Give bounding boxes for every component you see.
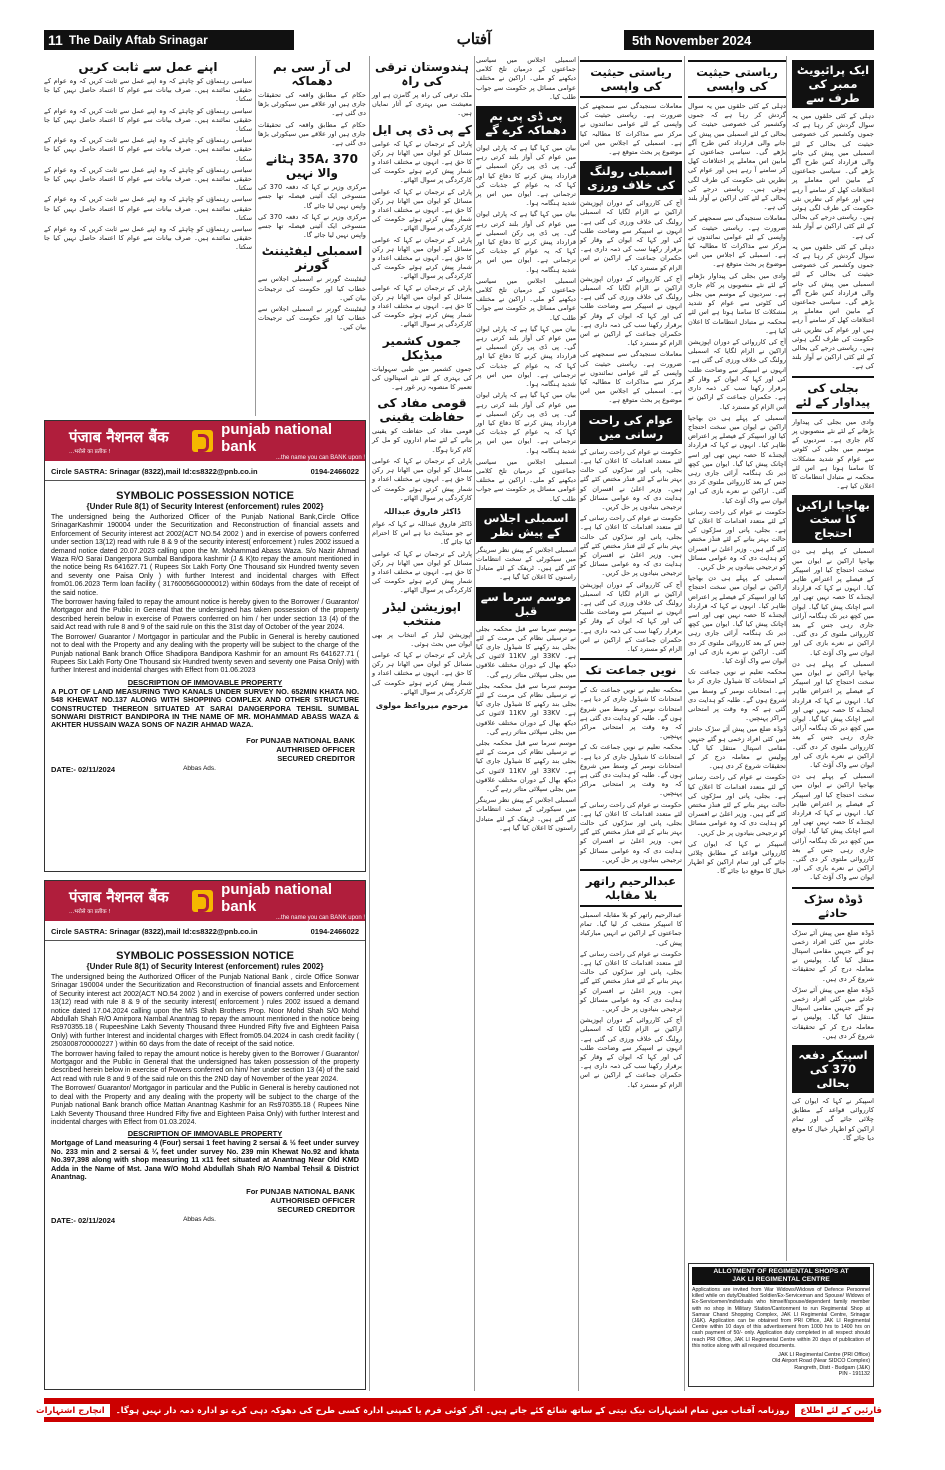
article-text: دہلی کے کئی حلقوں میں یہ سوال گردش کر رہا ہے کہ جموں وکشمیر کی خصوصی حیثیت کی بحالی کے لئے اسمبلی میں پیش کی جانے والی قرارداد کس طرح آگے بڑھے گی۔ سیاسی جماعتوں کے مابین اس معاملے پر اختلافات کھل کر سامنے آ رہے ہیں اور عوام کی نظریں نئی حکومت کی طرف لگی ہوئی ہیں۔ ریاستی درجے کی بحالی کے لئے کئی اراکین نے آواز بلند کی ہے۔ — [792, 242, 874, 371]
article-text: موسم سرما سے قبل محکمہ بجلی نے ترسیلی نظام کی مرمت کے لئے بجلی بند رکھنے کا شیڈول جاری کیا ہے۔ 33KV اور 11KV لائنوں کی دیکھ بھال کے دوران مختلف علاقوں میں بجلی سپلائی متاثر رہے گی۔ — [476, 624, 576, 679]
ad-title: ALLOTMENT OF REGIMENTAL SHOPS AT JAK LI REGIMENTAL CENTRE — [692, 1267, 870, 1285]
article-text: پارٹی کے ترجمان نے کہا کہ عوامی مسائل کو ایوان میں اٹھانا ہر رکن کا حق ہے۔ انہوں نے مختلف اعداد و شمار پیش کرتے ہوئے حکومت کی کارکردگی پر سوال اٹھائے۔ — [372, 283, 472, 329]
article-text: حکومت نے عوام کی راحت رسانی کے لئے متعدد اقدامات کا اعلان کیا ہے۔ بجلی، پانی اور سڑکوں کی حالت بہتر بنانے کے لئے فنڈز مختص کئے گئے ہیں۔ وزیر اعلیٰ نے افسران کو ہدایت دی کہ وہ عوامی مسائل کو ترجیحی بنیادوں پر حل کریں۔ — [580, 447, 682, 511]
notice-subtitle: {Under Rule 8(1) of Security Interest (enforcement) rules 2002} — [86, 502, 324, 511]
article-text: ڈوڈہ ضلع میں پیش آئے سڑک حادثے میں کئی افراد زخمی ہو گئے جنہیں مقامی اسپتال منتقل کیا گیا۔ پولیس نے معاملہ درج کر کے تحقیقات شروع کر دی ہیں۔ — [688, 725, 786, 771]
article-text: حکومت نے عوام کی راحت رسانی کے لئے متعدد اقدامات کا اعلان کیا ہے۔ بجلی، پانی اور سڑکوں کی حالت بہتر بنانے کے لئے فنڈز مختص کئے گئے ہیں۔ وزیر اعلیٰ نے افسران کو ہدایت دی کہ وہ عوامی مسائل کو ترجیحی بنیادوں پر حل کریں۔ — [688, 507, 786, 571]
headline: کے پی ڈی پی ایل — [372, 122, 472, 137]
article-text: وادی میں بجلی کی پیداوار بڑھانے کے لئے نئے منصوبوں پر کام جاری ہے۔ سردیوں کے موسم میں بجلی کی کٹوتی سے عوام کو شدید مشکلات کا سامنا ہوتا ہے اس لئے محکمہ نے متبادل انتظامات کا اعلان کیا ہے۔ — [792, 417, 874, 491]
article-text: آج کی کارروائی کے دوران اپوزیشن اراکین نے الزام لگایا کہ اسمبلی رولنگ کی خلاف ورزی کی گئی ہے۔ انہوں نے اسپیکر سے وضاحت طلب کی اور کہا کہ ایوان کے وقار کو برقرار رکھنا سب کی ذمہ داری ہے۔ حکمران جماعت کے اراکین نے اس الزام کو مسترد کیا۔ — [688, 338, 786, 411]
pnb-logo-icon — [192, 890, 213, 912]
article-text: سیاسی رہنماؤں کو چاہئے کہ وہ اپنے عمل سے ثابت کریں کہ وہ عوام کے حقیقی نمائندے ہیں۔ صرف بیانات سے عوام کا اعتماد حاصل نہیں کیا جا سکتا۔ — [44, 165, 252, 193]
footer-text: روزنامہ آفتاب میں تمام اشتہارات نیک نیتی کے ساتھ شائع کئے جاتے ہیں۔ اگر کوئی فرم یا کمپنی ادارہ کسی طرح کی دھوکہ دہی کرے تو ادارہ ذمہ دار نہیں ہوگا۔ — [115, 1405, 790, 1416]
headline: لی آر سی بم دھماکہ — [272, 60, 352, 88]
property-description-title: DESCRIPTION OF IMMOVABLE PROPERTY — [127, 1129, 283, 1139]
notice-paragraph: The borrower having failed to repay the amount notice is hereby given to the Borrower / Guarantor/ Mortgagor and the Public in General that the undersigned has taken possession of the property described herein below in exercise of Powers conferred on him/ her under section 13 (4) of the said Act read with rule 8 and 9 of the said rule on this the 2ND day of November of the year 2024. — [51, 1050, 359, 1083]
notice-date: DATE:- 02/11/2024 — [51, 764, 116, 774]
headline: اسمبلی اجلاس کے پیش نظر — [476, 508, 576, 542]
article-text: اسمبلی اجلاس میں سیاسی جماعتوں کے درمیان تلخ کلامی دیکھنے کو ملی۔ اراکین نے مختلف عوامی مسائل پر حکومت سے جواب طلب کیا۔ — [476, 56, 576, 101]
article-text: معاملات سنجیدگی سے سمجھنے کی ضرورت ہے۔ ریاستی حیثیت کی واپسی کے لئے عوامی نمائندوں نے مرکز سے مذاکرات کا مطالبہ کیا ہے۔ اسمبلی کے اجلاس میں اس موضوع پر بحث متوقع ہے۔ — [688, 214, 786, 269]
circle-line — [45, 461, 365, 481]
article-text: سیاسی رہنماؤں کو چاہئے کہ وہ اپنے عمل سے ثابت کریں کہ وہ عوام کے حقیقی نمائندے ہیں۔ صرف بیانات سے عوام کا اعتماد حاصل نہیں کیا جا سکتا۔ — [44, 225, 252, 252]
article-text: محکمہ تعلیم نے نویں جماعت تک کے امتحانات کا شیڈول جاری کر دیا ہے۔ امتحانات نومبر کے وسط میں شروع ہوں گے۔ طلبہ کو ہدایت دی گئی ہے کہ وہ وقت پر امتحانی مراکز پہنچیں۔ — [580, 686, 682, 741]
article-text: مرکزی وزیر نے کہا کہ دفعہ 370 کی منسوخی ایک آئینی فیصلہ تھا جسے واپس نہیں لیا جائے گا۔ — [258, 212, 367, 240]
bank-name-hindi: पंजाब नैशनल बैंक ...भरोसे का प्रतीक ! — [69, 888, 169, 915]
column-1 — [792, 56, 874, 1256]
article-text: معاملات سنجیدگی سے سمجھنے کی ضرورت ہے۔ ریاستی حیثیت کی واپسی کے لئے عوامی نمائندوں نے مرکز سے مذاکرات کا مطالبہ کیا ہے۔ اسمبلی کے اجلاس میں اس موضوع پر بحث متوقع ہے۔ — [580, 350, 682, 405]
article-text: محکمہ تعلیم نے نویں جماعت تک کے امتحانات کا شیڈول جاری کر دیا ہے۔ امتحانات نومبر کے وسط میں شروع ہوں گے۔ طلبہ کو ہدایت دی گئی ہے کہ وہ وقت پر امتحانی مراکز پہنچیں۔ — [688, 668, 786, 723]
circle-line — [45, 921, 365, 941]
circle-office: Circle SASTRA: Srinagar (8322),mail Id:cs8322@pnb.co.in — [51, 927, 258, 936]
notice-footer — [45, 763, 365, 779]
pnb-notice-1 — [44, 420, 366, 872]
article-text: حکومت نے عوام کی راحت رسانی کے لئے متعدد اقدامات کا اعلان کیا ہے۔ بجلی، پانی اور سڑکوں کی حالت بہتر بنانے کے لئے فنڈز مختص کئے گئے ہیں۔ وزیر اعلیٰ نے افسران کو ہدایت دی کہ وہ عوامی مسائل کو ترجیحی بنیادوں پر حل کریں۔ — [580, 949, 682, 1014]
article-text: پارٹی کے ترجمان نے کہا کہ عوامی مسائل کو ایوان میں اٹھانا ہر رکن کا حق ہے۔ انہوں نے مختلف اعداد و شمار پیش کرتے ہوئے حکومت کی کارکردگی پر سوال اٹھائے۔ — [372, 456, 472, 502]
headline: پی ڈی پی بم دھماکہ کرے گے — [476, 106, 576, 140]
article-text: قومی مفاد کی حفاظت کو یقینی بنانے کے لئے تمام اداروں کو مل کر کام کرنا ہوگا۔ — [372, 427, 472, 454]
article-text: معاملات سنجیدگی سے سمجھنے کی ضرورت ہے۔ ریاستی حیثیت کی واپسی کے لئے عوامی نمائندوں نے مرکز سے مذاکرات کا مطالبہ کیا ہے۔ اسمبلی کے اجلاس میں اس موضوع پر بحث متوقع ہے۔ — [580, 102, 682, 157]
article-text: اسمبلی اجلاس کے پیش نظر سرینگر میں سیکورٹی کے سخت انتظامات کئے گئے ہیں۔ ٹریفک کے لئے متبادل راستوں کا اعلان کیا گیا ہے۔ — [476, 796, 576, 832]
article-text: لیفٹیننٹ گورنر نے اسمبلی اجلاس سے خطاب کیا اور حکومت کی ترجیحات بیان کیں۔ — [258, 305, 366, 332]
paper-name: The Daily Aftab Srinagar — [68, 33, 208, 47]
headline: ریاستی حیثیت کی واپسی — [580, 60, 682, 98]
article-text: پارٹی کے ترجمان نے کہا کہ عوامی مسائل کو ایوان میں اٹھانا ہر رکن کا حق ہے۔ انہوں نے مختلف اعداد و شمار پیش کرتے ہوئے حکومت کی کارکردگی پر سوال اٹھائے۔ — [372, 187, 472, 233]
article-text: اسپیکر نے کہا کہ ایوان کی کارروائی قواعد کے مطابق چلائی جائے گی اور تمام اراکین کو اظہار خیال کا موقع دیا جائے گا۔ — [792, 1097, 874, 1142]
article-text: پارٹی کے ترجمان نے کہا کہ عوامی مسائل کو ایوان میں اٹھانا ہر رکن کا حق ہے۔ انہوں نے مختلف اعداد و شمار پیش کرتے ہوئے حکومت کی کارکردگی پر سوال اٹھائے۔ — [372, 650, 472, 696]
notice-footer — [45, 1214, 365, 1230]
article-text: عبدالرحیم راتھر کو بلا مقابلہ اسمبلی کا اسپیکر منتخب کر لیا گیا۔ تمام جماعتوں کے اراکین نے انہیں مبارکباد پیش کی۔ — [580, 911, 682, 947]
notice-body — [45, 974, 365, 1127]
ad-body: Applications are invited from War Widows/Widows of Defence Personnel killed while on duty/Disabled Soldier/Ex-Serviceman and Spouse/ Widows of Ex-Servicemen/individuals who himself/spouse/dependent family member with no shop in Military Station/Cantonment to run Regimental Shop at Samsar Chand Shopping Complex, JAK LI Regimental Centre, Srinagar (J&K). Application can be obtained from PRI Office, JAK LI Regimental Centre within 10 days of this advertisement from 1000 hrs to 1400 hrs on cash payment of 50/- only. Application duly completed in all respect should reach PRI Office, JAK LI Regimental Centre within 20 days of publication of this notice along with all required documents. — [692, 1287, 870, 1349]
article-text: آج کی کارروائی کے دوران اپوزیشن اراکین نے الزام لگایا کہ اسمبلی رولنگ کی خلاف ورزی کی گئی ہے۔ انہوں نے اسپیکر سے وضاحت طلب کی اور کہا کہ ایوان کے وقار کو برقرار رکھنا سب کی ذمہ داری ہے۔ حکمران جماعت کے اراکین نے اس الزام کو مسترد کیا۔ — [580, 199, 682, 272]
pnb-banner — [45, 881, 365, 921]
notice-paragraph: The Borrower/ Guarantor / Mortgagor in particular and the Public in General is hereby cautioned not to deal with the Property and any dealing with the property will be subject to the charge of the Punjab national Bank branch Office Shadipora Bandipora Kashmir for an amount Rs 641627.71 ( Rupees Six Lakh Forty One Thousand six Hundred twenty seven and seventy one Paisa Only) with further Interest and incidental charges with Effect from 01.06.2023 — [51, 633, 359, 675]
column-4 — [372, 56, 472, 1386]
article-text: حکام کے مطابق واقعہ کی تحقیقات جاری ہیں اور علاقے میں سیکورٹی بڑھا دی گئی ہے۔ — [258, 120, 366, 148]
article-text: ملک ترقی کی راہ پر گامزن ہے اور معیشت میں بہتری کے آثار نمایاں ہیں۔ — [372, 91, 472, 118]
article-text: حکومت نے عوام کی راحت رسانی کے لئے متعدد اقدامات کا اعلان کیا ہے۔ بجلی، پانی اور سڑکوں کی حالت بہتر بنانے کے لئے فنڈز مختص کئے گئے ہیں۔ وزیر اعلیٰ نے افسران کو ہدایت دی کہ وہ عوامی مسائل کو ترجیحی بنیادوں پر حل کریں۔ — [688, 773, 786, 837]
article-text: اسمبلی کے پہلے ہی دن بھاجپا اراکین نے ایوان میں سخت احتجاج کیا اور اسپیکر کے فیصلے پر اعتراض ظاہر کیا۔ انہوں نے کہا کہ قرارداد ایجنڈے کا حصہ نہیں تھی اور اسے اچانک پیش کیا گیا۔ ایوان میں کچھ دیر تک ہنگامہ آرائی جاری رہی جس کے بعد کارروائی ملتوی کر دی گئی۔ اراکین نے نعرے بازی کی اور ایوان سے واک آؤٹ کیا۔ — [792, 547, 874, 657]
column-3 — [476, 56, 576, 1386]
article-text: حکام کے مطابق واقعہ کی تحقیقات جاری ہیں اور علاقے میں سیکورٹی بڑھا دی گئی ہے۔ — [258, 91, 366, 118]
headline: ایک پرائیویٹ ممبر کی طرف سے — [792, 60, 874, 108]
notice-subtitle: {Under Rule 8(1) of Security Interest (enforcement) rules 2002} — [86, 962, 324, 971]
article-text: موسم سرما سے قبل محکمہ بجلی نے ترسیلی نظام کی مرمت کے لئے بجلی بند رکھنے کا شیڈول جاری کیا ہے۔ 33KV اور 11KV لائنوں کی دیکھ بھال کے دوران مختلف علاقوں میں بجلی سپلائی متاثر رہے گی۔ — [476, 738, 576, 793]
article-text: اسمبلی اجلاس میں سیاسی جماعتوں کے درمیان تلخ کلامی دیکھنے کو ملی۔ اراکین نے مختلف عوامی مسائل پر حکومت سے جواب طلب کیا۔ — [476, 457, 576, 503]
headline: جموں کشمیر میڈیکل — [382, 333, 462, 362]
ad-agency: Abbas Ads. — [183, 764, 216, 772]
article-text: اسمبلی کے پہلے ہی دن بھاجپا اراکین نے ایوان میں سخت احتجاج کیا اور اسپیکر کے فیصلے پر اعتراض ظاہر کیا۔ انہوں نے کہا کہ قرارداد ایجنڈے کا حصہ نہیں تھی اور اسے اچانک پیش کیا گیا۔ ایوان میں کچھ دیر تک ہنگامہ آرائی جاری رہی جس کے بعد کارروائی ملتوی کر دی گئی۔ اراکین نے نعرے بازی کی اور ایوان سے واک آؤٹ کیا۔ — [792, 772, 874, 882]
article-text: دہلی کے کئی حلقوں میں یہ سوال گردش کر رہا ہے کہ جموں وکشمیر کی خصوصی حیثیت کی بحالی کے لئے اسمبلی میں پیش کی جانے والی قرارداد کس طرح آگے بڑھے گی۔ سیاسی جماعتوں کے مابین اس معاملے پر اختلافات کھل کر سامنے آ رہے ہیں اور عوام کی نظریں نئی حکومت کی طرف لگی ہوئی ہیں۔ ریاستی درجے کی بحالی کے لئے کئی اراکین نے آواز بلند کی ہے۔ — [792, 112, 874, 240]
article-text: آج کی کارروائی کے دوران اپوزیشن اراکین نے الزام لگایا کہ اسمبلی رولنگ کی خلاف ورزی کی گئی ہے۔ انہوں نے اسپیکر سے وضاحت طلب کی اور کہا کہ ایوان کے وقار کو برقرار رکھنا سب کی ذمہ داری ہے۔ حکمران جماعت کے اراکین نے اس الزام کو مسترد کیا۔ — [580, 274, 682, 348]
paper-logo: آفتاب — [456, 30, 492, 48]
headline: قومی مفاد کی حفاظت یقینی — [377, 396, 467, 425]
column-rule — [578, 56, 579, 1391]
phone-number: 0194-2466022 — [310, 927, 359, 936]
notice-body — [45, 514, 365, 676]
article-text: سیاسی رہنماؤں کو چاہئے کہ وہ اپنے عمل سے ثابت کریں کہ وہ عوام کے حقیقی نمائندے ہیں۔ صرف بیانات سے عوام کا اعتماد حاصل نہیں کیا جا سکتا۔ — [44, 106, 252, 134]
headline: عوام کی راحت رسانی میں — [580, 410, 682, 444]
footer-tag: انچارج اشتہارات — [31, 1404, 110, 1417]
notice-title: SYMBOLIC POSSESSION NOTICE — [116, 490, 294, 502]
byline: مرحوم میرواعظ مولوی — [375, 700, 469, 710]
pnb-banner — [45, 421, 365, 461]
article-text: اپوزیشن لیڈر کے انتخاب پر بھی ایوان میں بحث ہوئی۔ — [372, 630, 472, 648]
article-text: حکومت نے عوام کی راحت رسانی کے لئے متعدد اقدامات کا اعلان کیا ہے۔ بجلی، پانی اور سڑکوں کی حالت بہتر بنانے کے لئے فنڈز مختص کئے گئے ہیں۔ وزیر اعلیٰ نے افسران کو ہدایت دی کہ وہ عوامی مسائل کو ترجیحی بنیادوں پر حل کریں۔ — [580, 800, 682, 864]
article-text: آج کی کارروائی کے دوران اپوزیشن اراکین نے الزام لگایا کہ اسمبلی رولنگ کی خلاف ورزی کی گئی ہے۔ انہوں نے اسپیکر سے وضاحت طلب کی اور کہا کہ ایوان کے وقار کو برقرار رکھنا سب کی ذمہ داری ہے۔ حکمران جماعت کے اراکین نے اس الزام کو مسترد کیا۔ — [580, 580, 682, 653]
article-text: حکومت نے عوام کی راحت رسانی کے لئے متعدد اقدامات کا اعلان کیا ہے۔ بجلی، پانی اور سڑکوں کی حالت بہتر بنانے کے لئے فنڈز مختص کئے گئے ہیں۔ وزیر اعلیٰ نے افسران کو ہدایت دی کہ وہ عوامی مسائل کو ترجیحی بنیادوں پر حل کریں۔ — [580, 514, 682, 578]
column-rule — [474, 56, 475, 1391]
circle-office: Circle SASTRA: Srinagar (8322),mail Id:cs8322@pnb.co.in — [51, 467, 258, 476]
article-text: محکمہ تعلیم نے نویں جماعت تک کے امتحانات کا شیڈول جاری کر دیا ہے۔ امتحانات نومبر کے وسط میں شروع ہوں گے۔ طلبہ کو ہدایت دی گئی ہے کہ وہ وقت پر امتحانی مراکز پہنچیں۔ — [580, 743, 682, 798]
headline: موسم سرما سے قبل — [476, 587, 576, 621]
article-text: اسمبلی کے پہلے ہی دن بھاجپا اراکین نے ایوان میں سخت احتجاج کیا اور اسپیکر کے فیصلے پر اعتراض ظاہر کیا۔ انہوں نے کہا کہ قرارداد ایجنڈے کا حصہ نہیں تھی اور اسے اچانک پیش کیا گیا۔ ایوان میں کچھ دیر تک ہنگامہ آرائی جاری رہی جس کے بعد کارروائی ملتوی کر دی گئی۔ اراکین نے نعرے بازی کی اور ایوان سے واک آؤٹ کیا۔ — [792, 659, 874, 769]
masthead-left — [44, 30, 294, 50]
article-text: لیفٹیننٹ گورنر نے اسمبلی اجلاس سے خطاب کیا اور حکومت کی ترجیحات بیان کیں۔ — [258, 275, 366, 302]
article-text: بیان میں کہا گیا ہے کہ پارٹی ایوان میں عوام کی آواز بلند کرتی رہے گی۔ پی ڈی پی رکن اسمبلی نے قرارداد پیش کرنے کا دفاع کیا اور کہا کہ یہ عوام کے جذبات کی ترجمانی ہے۔ ایوان میں اس پر شدید ہنگامہ ہوا۔ — [476, 210, 576, 274]
footer-disclaimer — [36, 1398, 882, 1422]
article-text: پارٹی کے ترجمان نے کہا کہ عوامی مسائل کو ایوان میں اٹھانا ہر رکن کا حق ہے۔ انہوں نے مختلف اعداد و شمار پیش کرتے ہوئے حکومت کی کارکردگی پر سوال اٹھائے۔ — [372, 139, 472, 185]
bank-name-hindi: पंजाब नैशनल बैंक ...भरोसे का प्रतीक ! — [69, 428, 169, 455]
notice-title: SYMBOLIC POSSESSION NOTICE — [116, 950, 294, 962]
column-2 — [580, 56, 682, 1386]
headline: ڈوڈہ سڑک حادثے — [792, 887, 874, 925]
notice-date: DATE:- 02/11/2024 — [51, 1216, 116, 1226]
bank-name-english: punjab national bank ...the name you can BANK upon ! — [221, 421, 365, 461]
headline: بھاجپا اراکین کا سخت احتجاج — [792, 495, 874, 543]
article-text: پارٹی کے ترجمان نے کہا کہ عوامی مسائل کو ایوان میں اٹھانا ہر رکن کا حق ہے۔ انہوں نے مختلف اعداد و شمار پیش کرتے ہوئے حکومت کی کارکردگی پر سوال اٹھائے۔ — [372, 549, 472, 595]
masthead — [44, 30, 874, 52]
pnb-notice-2 — [44, 880, 366, 1390]
property-description-title: DESCRIPTION OF IMMOVABLE PROPERTY — [127, 677, 283, 687]
article-text: دہلی کے کئی حلقوں میں یہ سوال گردش کر رہا ہے کہ جموں وکشمیر کی خصوصی حیثیت کی بحالی کے لئے اسمبلی میں پیش کی جانے والی قرارداد کس طرح آگے بڑھے گی۔ سیاسی جماعتوں کے مابین اس معاملے پر اختلافات کھل کر سامنے آ رہے ہیں اور عوام کی نظریں نئی حکومت کی طرف لگی ہوئی ہیں۔ ریاستی درجے کی بحالی کے لئے کئی اراکین نے آواز بلند کی ہے۔ — [688, 102, 786, 212]
headline: اپنے عمل سے ثابت کریں — [78, 60, 218, 74]
headline: عبدالرحیم راتھر بلا مقابلہ — [580, 869, 682, 907]
page-number: 11 — [48, 32, 63, 48]
article-text: موسم سرما سے قبل محکمہ بجلی نے ترسیلی نظام کی مرمت کے لئے بجلی بند رکھنے کا شیڈول جاری کیا ہے۔ 33KV اور 11KV لائنوں کی دیکھ بھال کے دوران مختلف علاقوں میں بجلی سپلائی متاثر رہے گی۔ — [476, 681, 576, 736]
article-text: آج کی کارروائی کے دوران اپوزیشن اراکین نے الزام لگایا کہ اسمبلی رولنگ کی خلاف ورزی کی گئی ہے۔ انہوں نے اسپیکر سے وضاحت طلب کی اور کہا کہ ایوان کے وقار کو برقرار رکھنا سب کی ذمہ داری ہے۔ حکمران جماعت کے اراکین نے اس الزام کو مسترد کیا۔ — [580, 1016, 682, 1089]
article-text: اسمبلی کے پہلے ہی دن بھاجپا اراکین نے ایوان میں سخت احتجاج کیا اور اسپیکر کے فیصلے پر اعتراض ظاہر کیا۔ انہوں نے کہا کہ قرارداد ایجنڈے کا حصہ نہیں تھی اور اسے اچانک پیش کیا گیا۔ ایوان میں کچھ دیر تک ہنگامہ آرائی جاری رہی جس کے بعد کارروائی ملتوی کر دی گئی۔ اراکین نے نعرے بازی کی اور ایوان سے واک آؤٹ کیا۔ — [688, 413, 786, 505]
regimental-shops-ad — [688, 1263, 874, 1387]
ad-agency: Abbas Ads. — [183, 1216, 216, 1224]
column-6 — [44, 56, 252, 416]
headline: اسمبلی لیفٹیننٹ گورنر — [261, 244, 363, 273]
column-5 — [258, 56, 366, 416]
phone-number: 0194-2466022 — [310, 467, 359, 476]
column-1b — [688, 56, 786, 1256]
article-text: بیان میں کہا گیا ہے کہ پارٹی ایوان میں عوام کی آواز بلند کرتی رہے گی۔ پی ڈی پی رکن اسمبلی نے قرارداد پیش کرنے کا دفاع کیا اور کہا کہ یہ عوام کے جذبات کی ترجمانی ہے۔ ایوان میں اس پر شدید ہنگامہ ہوا۔ — [476, 391, 576, 455]
headline: ریاستی حیثیت کی واپسی — [688, 60, 786, 98]
article-text: پارٹی کے ترجمان نے کہا کہ عوامی مسائل کو ایوان میں اٹھانا ہر رکن کا حق ہے۔ انہوں نے مختلف اعداد و شمار پیش کرتے ہوئے حکومت کی کارکردگی پر سوال اٹھائے۔ — [372, 235, 472, 281]
signature-block: For PUNJAB NATIONAL BANK AUTHRISED OFFICER SECURED CREDITOR — [246, 735, 355, 763]
article-text: جموں کشمیر میں طبی سہولیات کی بہتری کے لئے نئے اسپتالوں کی تعمیر کا منصوبہ زیر غور ہے۔ — [372, 364, 472, 392]
headline: نویں جماعت تک — [580, 658, 682, 682]
notice-paragraph: The Borrower/ Guarantor/ Mortgagor in particular and the Public in General is hereby cautioned not to deal with the Property and any dealing with the property will be subject to the charge of the Punjab national Bank branch office Mattan Anantnag Kashmir for an Rs970355.18 ( Rupees Nine Lakh Seventy Thousand three Hundred Fifty five and Eighteen Paisa Only) with further Interest and incidental charges with Effect from 01.03.2024. — [51, 1085, 359, 1126]
article-text: اسمبلی اجلاس میں سیاسی جماعتوں کے درمیان تلخ کلامی دیکھنے کو ملی۔ اراکین نے مختلف عوامی مسائل پر حکومت سے جواب طلب کیا۔ — [476, 276, 576, 322]
article-text: بیان میں کہا گیا ہے کہ پارٹی ایوان میں عوام کی آواز بلند کرتی رہے گی۔ پی ڈی پی رکن اسمبلی نے قرارداد پیش کرنے کا دفاع کیا اور کہا کہ یہ عوام کے جذبات کی ترجمانی ہے۔ ایوان میں اس پر شدید ہنگامہ ہوا۔ — [476, 324, 576, 389]
article-text: ڈوڈہ ضلع میں پیش آئے سڑک حادثے میں کئی افراد زخمی ہو گئے جنہیں مقامی اسپتال منتقل کیا گیا۔ پولیس نے معاملہ درج کر کے تحقیقات شروع کر دی ہیں۔ — [792, 928, 874, 983]
headline: ہندوستان ترقی کی راہ — [375, 60, 469, 88]
property-description: A PLOT OF LAND MEASURING TWO KANALS UNDER SURVEY NO. 652MIN KHATA NO. 548 KHEWAT NO.137 ALONG WITH SHOPPING COMPLEX AND OTHER STRUCTURE CONSTRUCTED THEREON SITUATED AT SARAI DANGERPORA TEHSIL SUMBAL SONWARI DISTRICT BANDIPORA IN THE NAME OF MR. MOHAMMAD ABASS WAZA & AKHTER HUSSAIN WAZA SONS OF NAZIR AHMAD WAZA. — [51, 686, 359, 730]
article-text: اسپیکر نے کہا کہ ایوان کی کارروائی قواعد کے مطابق چلائی جائے گی اور تمام اراکین کو اظہار خیال کا موقع دیا جائے گا۔ — [688, 839, 786, 876]
property-description: Mortgage of Land measuring 4 (Four) sersai 1 feet having 2 sersai & ½ feet under survey No. 233 min and 2 sersai & ¼ feet under survey No. 239 min Khewat No.92 and khata No.397,398 along with shop measuring 11 x11 feet situated at Anantnag Near Old KMD Adda in the Name of Mst. Jana W/O Mohd Abdullah Shah R/O Nambal Tehsil & District Anantnag. — [51, 1138, 359, 1181]
headline: اسپیکر دفعہ 370 کی بحالی — [792, 1045, 874, 1093]
article-text: وادی میں بجلی کی پیداوار بڑھانے کے لئے نئے منصوبوں پر کام جاری ہے۔ سردیوں کے موسم میں بجلی کی کٹوتی سے عوام کو شدید مشکلات کا سامنا ہوتا ہے اس لئے محکمہ نے متبادل انتظامات کا اعلان کیا ہے۔ — [688, 271, 786, 335]
column-rule — [369, 56, 370, 1391]
article-text: ڈوڈہ ضلع میں پیش آئے سڑک حادثے میں کئی افراد زخمی ہو گئے جنہیں مقامی اسپتال منتقل کیا گیا۔ پولیس نے معاملہ درج کر کے تحقیقات شروع کر دی ہیں۔ — [792, 985, 874, 1040]
footer-tag: قارئین کے لئے اطلاع — [795, 1404, 887, 1417]
article-text: بیان میں کہا گیا ہے کہ پارٹی ایوان میں عوام کی آواز بلند کرتی رہے گی۔ پی ڈی پی رکن اسمبلی نے قرارداد پیش کرنے کا دفاع کیا اور کہا کہ یہ عوام کے جذبات کی ترجمانی ہے۔ ایوان میں اس پر شدید ہنگامہ ہوا۔ — [476, 144, 576, 208]
headline: بجلی کی پیداوار کے لئے — [792, 376, 874, 414]
signature-block: For PUNJAB NATIONAL BANK AUTHORISED OFFICER SECURED CREDITOR — [246, 1187, 355, 1215]
article-text: مرکزی وزیر نے کہا کہ دفعہ 370 کی منسوخی ایک آئینی فیصلہ تھا جسے واپس نہیں لیا جائے گا۔ — [258, 183, 367, 210]
headline: 370 ،35A ہٹانے والا نہیں — [266, 152, 358, 181]
article-text: سیاسی رہنماؤں کو چاہئے کہ وہ اپنے عمل سے ثابت کریں کہ وہ عوام کے حقیقی نمائندے ہیں۔ صرف بیانات سے عوام کا اعتماد حاصل نہیں کیا جا سکتا۔ — [44, 77, 252, 104]
column-rule — [684, 56, 685, 1391]
bank-name-english: punjab national bank ...the name you can BANK upon ! — [221, 881, 365, 921]
notice-paragraph: The borrower having failed to repay the amount notice is hereby given to the Borrower / Guarantor/ Mortgagor and the Public in General that the undersigned has taken possession of the property described herein below in exercise of Powers conferred on him / her under section 13 (4) of the said Act read with rule 8 and 9 of the said rule on this the 31st day of October of the year 2024. — [51, 599, 359, 632]
column-rule — [255, 56, 256, 416]
article-text: ڈاکٹر فاروق عبداللہ نے کہا کہ عوام نے جو مینڈیٹ دیا ہے اس کا احترام کیا جائے گا۔ — [372, 519, 472, 547]
article-text: اسمبلی کے پہلے ہی دن بھاجپا اراکین نے ایوان میں سخت احتجاج کیا اور اسپیکر کے فیصلے پر اعتراض ظاہر کیا۔ انہوں نے کہا کہ قرارداد ایجنڈے کا حصہ نہیں تھی اور اسے اچانک پیش کیا گیا۔ ایوان میں کچھ دیر تک ہنگامہ آرائی جاری رہی جس کے بعد کارروائی ملتوی کر دی گئی۔ اراکین نے نعرے بازی کی اور ایوان سے واک آؤٹ کیا۔ — [688, 574, 786, 665]
article-text: سیاسی رہنماؤں کو چاہئے کہ وہ اپنے عمل سے ثابت کریں کہ وہ عوام کے حقیقی نمائندے ہیں۔ صرف بیانات سے عوام کا اعتماد حاصل نہیں کیا جا سکتا۔ — [44, 195, 252, 222]
byline: ڈاکٹر فاروق عبداللہ — [383, 506, 461, 516]
article-text: اسمبلی اجلاس کے پیش نظر سرینگر میں سیکورٹی کے سخت انتظامات کئے گئے ہیں۔ ٹریفک کے لئے متبادل راستوں کا اعلان کیا گیا ہے۔ — [476, 545, 576, 582]
ad-address: JAK LI Regimental Centre (PRI Office) Old Airport Road (Near SIDCO Complex) Rangreth, Distt - Budgam (J&K) PIN - 191132 — [772, 1352, 870, 1378]
notice-paragraph: The undersigned being the Authorized Officer of the Punjab National Bank , circle Office Sonwar Srinagar 190004 under the Securitization and Reconstruction of financial assets and Enforcement of Security interest act 2002(ACT NO.54 2002 ) and in exercise of powers conferred under section 13(12) read with rule 8 & 9 of the security interest( enforcement ) rules 2002 issued a demand notice dated 17.04.2024 calling upon the M/S Shah Brothers Prop. Noor Mohd Shah S/O Mohd Abdullah Shah R/O Amirpora Nambal Anantnag to repay the amount mentioned in the notice being Rs970355.18 ( RupeesNine Lakh Seventy Thousand three Hundred Fifty five and Eighteen Paisa Only) with further Interest and incidental charges with Effect from05.04.2024 in cash credit facility ( 2503008700000227 ) within 60 days from the date of receipt of the said notice. — [51, 974, 359, 1049]
headline: اسمبلی رولنگ کی خلاف ورزی — [580, 161, 682, 195]
pnb-logo-icon — [192, 430, 213, 452]
article-text: سیاسی رہنماؤں کو چاہئے کہ وہ اپنے عمل سے ثابت کریں کہ وہ عوام کے حقیقی نمائندے ہیں۔ صرف بیانات سے عوام کا اعتماد حاصل نہیں کیا جا سکتا۔ — [44, 136, 252, 163]
column-rule — [786, 56, 787, 1261]
headline: اپوزیشن لیڈر منتخب — [383, 599, 461, 628]
notice-paragraph: The undersigned being the Authorized Officer of the Punjab National Bank,Circle Office SrinagarKashmir 190004 under the Securitization and Reconstruction of financial assets and Enforcement of Security interest act 2002(ACT NO.54 2002 ) and in exercise of powers conferred under section 13(12) read with rule 8 & 9 of the security interest( enforcement ) rules 2002 issued a demand notice dated 20.07.2023 calling upon the Mr. Mohammad Abass Waza. S/o Nazir Ahmad Waza R/O Sarai Dangerpora Sumbal Bandipora kashmir (J & K)to repay the amount mentioned in the notice being Rs 641627.71 ( Rupees Six Lakh Forty One Thousand six Hundred twenty seven and seventy one Paisa Only ) with further Interest and incidental charges with Effect from01.06.2023 Term loan facility ( 31760056G0000012) within 60days from the date of receipt of the said notice. — [51, 514, 359, 597]
masthead-date: 5th November 2024 — [624, 30, 874, 50]
